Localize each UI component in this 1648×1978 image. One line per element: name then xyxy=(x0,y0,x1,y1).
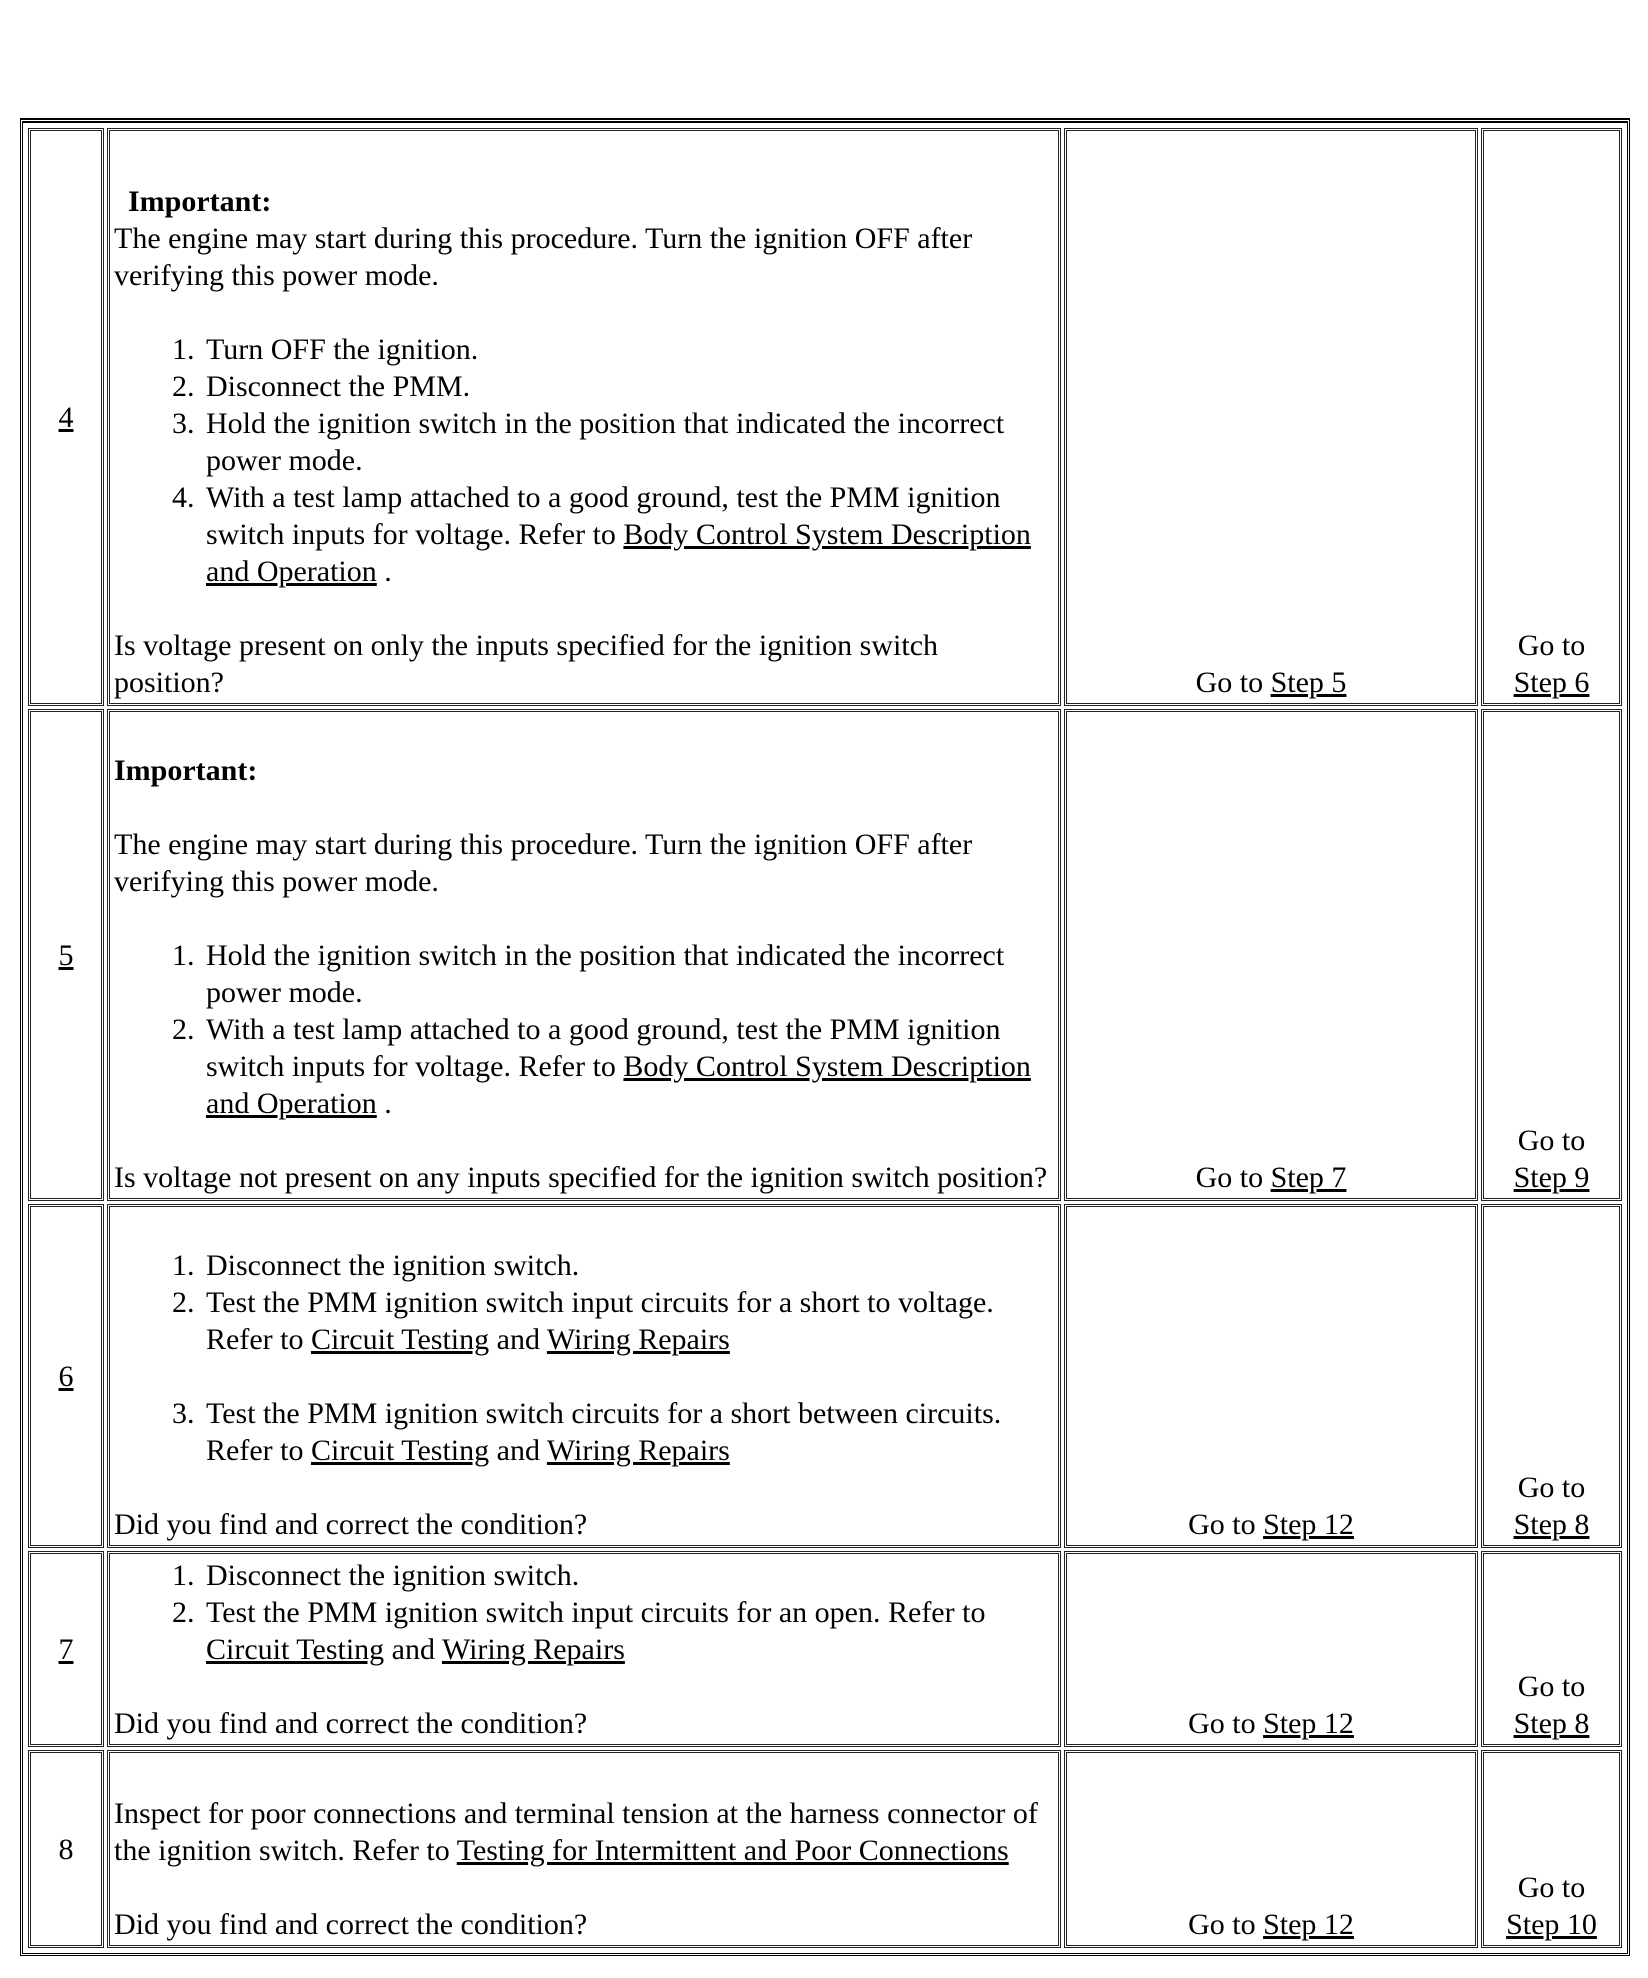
list-item xyxy=(202,479,1054,590)
procedure-list xyxy=(114,937,1054,1122)
circuit-testing-link[interactable]: Circuit Testing xyxy=(310,1323,490,1356)
item-text: With a test lamp attached to a good ground, test the PMM ignition switch inputs for voltage. Refer to xyxy=(206,1013,1001,1083)
list-item xyxy=(202,1594,1054,1668)
yes-prefix: Go to xyxy=(1195,666,1271,699)
no-prefix: Go to xyxy=(1517,1871,1586,1904)
question-text: Did you find and correct the condition? xyxy=(114,1908,588,1941)
step-number-cell xyxy=(28,709,104,1201)
yes-cell xyxy=(1064,1204,1478,1548)
important-label: Important: xyxy=(114,754,258,787)
intermittent-connections-link[interactable]: Testing for Intermittent and Poor Connections xyxy=(456,1834,1009,1867)
list-item xyxy=(202,1395,1054,1469)
list-item: 1. Disconnect the ignition switch. xyxy=(202,1557,1054,1594)
and-text: and xyxy=(384,1633,442,1666)
circuit-testing-link[interactable]: Circuit Testing xyxy=(206,1633,385,1666)
body-control-link[interactable]: Body Control System Description and Operation xyxy=(206,518,1031,588)
list-item xyxy=(202,1284,1054,1358)
no-cell xyxy=(1481,1750,1622,1948)
list-item: 1. Disconnect the ignition switch. xyxy=(202,1247,1054,1284)
yes-step-link[interactable]: Step 12 xyxy=(1263,1508,1354,1541)
procedure-list xyxy=(114,1247,1054,1469)
question-text: Is voltage not present on any inputs specified for the ignition switch position? xyxy=(114,1161,1048,1194)
item-text: Test the PMM ignition switch circuits for a short between circuits. Refer to xyxy=(206,1397,1002,1467)
yes-step-link[interactable]: Step 12 xyxy=(1263,1707,1354,1740)
wiring-repairs-link[interactable]: Wiring Repairs xyxy=(546,1323,730,1356)
circuit-testing-link[interactable]: Circuit Testing xyxy=(310,1434,490,1467)
important-text: The engine may start during this procedure. Turn the ignition OFF after verifying this power mode. xyxy=(114,828,973,898)
no-cell xyxy=(1481,1551,1622,1747)
and-text: and xyxy=(489,1434,547,1467)
no-step-link[interactable]: Step 6 xyxy=(1513,666,1590,699)
no-cell xyxy=(1481,709,1622,1201)
important-text: The engine may start during this procedure. Turn the ignition OFF after verifying this power mode. xyxy=(114,222,973,292)
no-step-link[interactable]: Step 8 xyxy=(1513,1508,1590,1541)
table-row xyxy=(28,1204,1622,1548)
action-cell xyxy=(107,1551,1061,1747)
action-cell xyxy=(107,1204,1061,1548)
yes-prefix: Go to xyxy=(1188,1508,1264,1541)
step-number-link[interactable]: 5 xyxy=(58,938,74,972)
item-suffix: . xyxy=(376,555,392,588)
yes-step-link[interactable]: Step 12 xyxy=(1263,1908,1354,1941)
no-prefix: Go to xyxy=(1517,629,1586,662)
no-step-link[interactable]: Step 9 xyxy=(1513,1161,1590,1194)
item-text: Test the PMM ignition switch input circuits for a short to voltage. Refer to xyxy=(206,1286,994,1356)
yes-cell xyxy=(1064,709,1478,1201)
step-number-cell xyxy=(28,1750,104,1948)
wiring-repairs-link[interactable]: Wiring Repairs xyxy=(441,1633,625,1666)
diagnostic-table-frame xyxy=(20,118,1630,1956)
and-text: and xyxy=(489,1323,547,1356)
no-prefix: Go to xyxy=(1517,1124,1586,1157)
list-item xyxy=(202,1011,1054,1122)
table-row xyxy=(28,709,1622,1201)
instruction-text xyxy=(114,1795,1054,1869)
item-text: With a test lamp attached to a good ground, test the PMM ignition switch inputs for voltage. Refer to xyxy=(206,481,1001,551)
step-number-link[interactable]: 4 xyxy=(58,400,74,434)
yes-prefix: Go to xyxy=(1195,1161,1271,1194)
no-prefix: Go to xyxy=(1517,1471,1586,1504)
instruction-body: Inspect for poor connections and terminal tension at the harness connector of the ignition switch. Refer to xyxy=(114,1797,1038,1867)
no-cell xyxy=(1481,128,1622,706)
yes-cell xyxy=(1064,1750,1478,1948)
question-text: Is voltage present on only the inputs specified for the ignition switch position? xyxy=(114,629,939,699)
list-item: 1. Hold the ignition switch in the position that indicated the incorrect power mode. xyxy=(202,937,1054,1011)
no-step-link[interactable]: Step 10 xyxy=(1506,1908,1597,1941)
wiring-repairs-link[interactable]: Wiring Repairs xyxy=(546,1434,730,1467)
item-suffix: . xyxy=(376,1087,392,1120)
diagnostic-steps-table xyxy=(25,125,1625,1951)
yes-step-link[interactable]: Step 5 xyxy=(1270,666,1347,699)
action-cell xyxy=(107,709,1061,1201)
no-cell xyxy=(1481,1204,1622,1548)
step-number-cell xyxy=(28,1551,104,1747)
question-text: Did you find and correct the condition? xyxy=(114,1707,588,1740)
action-cell xyxy=(107,128,1061,706)
procedure-list xyxy=(114,1557,1054,1668)
list-item: 1. Turn OFF the ignition. xyxy=(202,331,1054,368)
yes-prefix: Go to xyxy=(1188,1707,1264,1740)
no-step-link[interactable]: Step 8 xyxy=(1513,1707,1590,1740)
list-item: 3. Hold the ignition switch in the position that indicated the incorrect power mode. xyxy=(202,405,1054,479)
table-row xyxy=(28,1750,1622,1948)
step-number: 8 xyxy=(58,1832,74,1866)
yes-cell xyxy=(1064,1551,1478,1747)
yes-cell xyxy=(1064,128,1478,706)
body-control-link[interactable]: Body Control System Description and Operation xyxy=(206,1050,1031,1120)
action-cell xyxy=(107,1750,1061,1948)
procedure-list xyxy=(114,331,1054,590)
no-prefix: Go to xyxy=(1517,1670,1586,1703)
step-number-link[interactable]: 7 xyxy=(58,1632,74,1666)
item-text: Test the PMM ignition switch input circuits for an open. Refer to xyxy=(206,1596,986,1629)
step-number-link[interactable]: 6 xyxy=(58,1359,74,1393)
yes-step-link[interactable]: Step 7 xyxy=(1270,1161,1347,1194)
yes-prefix: Go to xyxy=(1188,1908,1264,1941)
list-item: 2. Disconnect the PMM. xyxy=(202,368,1054,405)
important-label: Important: xyxy=(128,185,272,218)
question-text: Did you find and correct the condition? xyxy=(114,1508,588,1541)
step-number-cell xyxy=(28,1204,104,1548)
step-number-cell xyxy=(28,128,104,706)
table-row xyxy=(28,1551,1622,1747)
table-row xyxy=(28,128,1622,706)
